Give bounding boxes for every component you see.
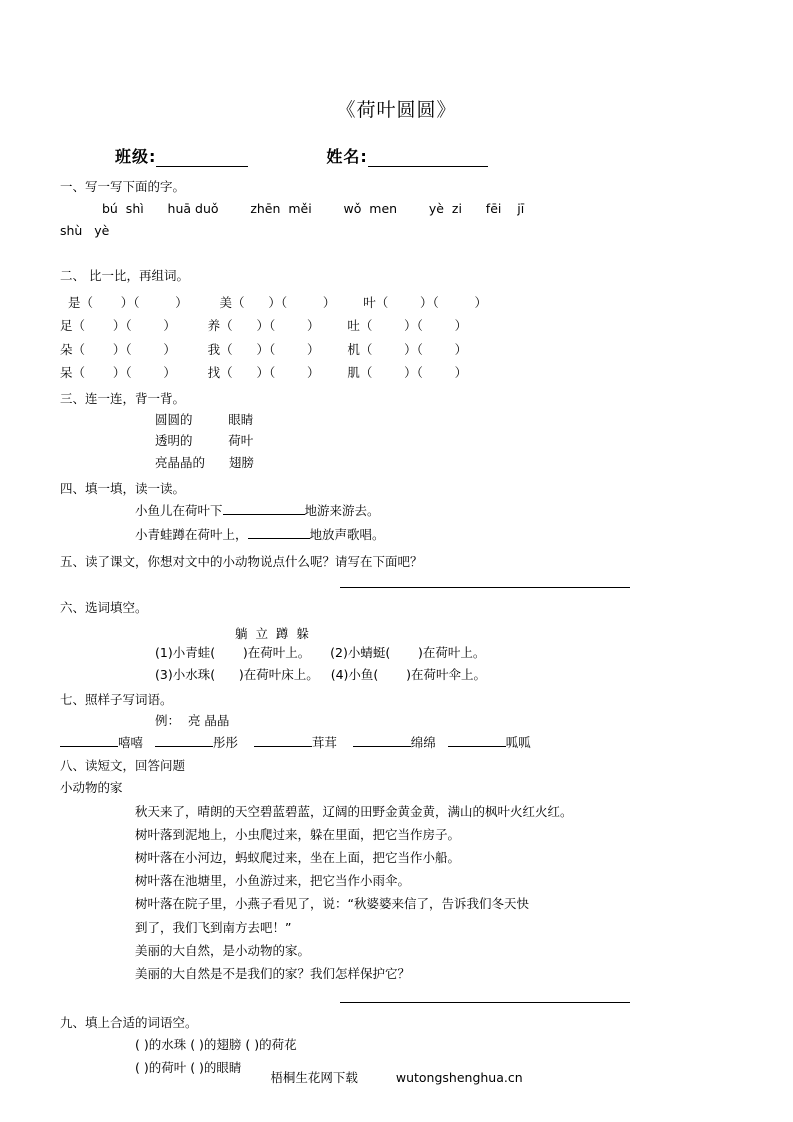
article-paragraph: 树叶落在院子里，小燕子看见了，说：“秋婆婆来信了，告诉我们冬天快 xyxy=(135,896,529,912)
section-6-heading: 六、选词填空。 xyxy=(60,600,148,616)
section-1-pinyin-line-2: shù yè xyxy=(60,222,110,238)
article-question: 美丽的大自然是不是我们的家？我们怎样保护它？ xyxy=(135,965,411,981)
match-pair: 亮晶晶的 翅膀 xyxy=(155,455,254,471)
section-7-item: 茸茸 xyxy=(311,735,337,751)
section-7-item: 呱呱 xyxy=(505,735,531,751)
section-9-heading: 九、填上合适的词语空。 xyxy=(60,1014,198,1030)
section-9-line-2: ( )的荷叶 ( )的眼睛 xyxy=(135,1059,242,1075)
section-1-pinyin-line-1: bú shì huā duǒ zhēn měi wǒ men yè zi fēi jī xyxy=(102,200,525,216)
section-7-blank[interactable] xyxy=(60,746,118,747)
section-4-line-1 xyxy=(60,499,733,523)
section-4-line-1-text-b: 地游来游去。 xyxy=(304,502,380,518)
article-paragraph: 秋天来了，晴朗的天空碧蓝碧蓝，辽阔的田野金黄金黄，满山的枫叶火红火红。 xyxy=(135,803,573,819)
section-8-article-title: 小动物的家 xyxy=(60,780,123,796)
page-footer xyxy=(0,1068,793,1086)
article-paragraph: 到了，我们飞到南方去吧！” xyxy=(135,919,292,935)
section-4-line-2-text-a: 小青蛙蹲在荷叶上， xyxy=(135,526,248,542)
word-row: 朵（ ）（ ） 我（ ）（ ） 机（ ）（ ） xyxy=(60,341,468,357)
section-7-blank[interactable] xyxy=(448,746,506,747)
section-1-heading: 一、写一写下面的字。 xyxy=(60,179,186,194)
section-3-heading: 三、连一连，背一背。 xyxy=(60,390,186,406)
section-7-heading: 七、照样子写词语。 xyxy=(60,691,173,707)
section-4-blank-1[interactable] xyxy=(223,514,305,515)
section-6-word-bank: 躺 立 蹲 躲 xyxy=(235,625,309,641)
section-2-heading: 二、 比一比，再组词。 xyxy=(60,267,189,283)
class-label: 班级: xyxy=(115,147,157,166)
section-7-item: 彤彤 xyxy=(212,735,238,751)
footer-site-url: wutongshenghua.cn xyxy=(395,1070,523,1085)
section-7-items xyxy=(60,732,733,755)
section-8-answer-line[interactable] xyxy=(340,1001,630,1003)
section-7-blank[interactable] xyxy=(353,746,411,747)
section-4-blank-2[interactable] xyxy=(248,538,310,539)
section-6-question-2: (3)小水珠( )在荷叶床上。 (4)小鱼( )在荷叶伞上。 xyxy=(155,667,486,683)
section-5-heading: 五、读了课文，你想对文中的小动物说点什么呢？请写在下面吧？ xyxy=(60,554,423,570)
match-pair: 圆圆的 眼睛 xyxy=(155,411,254,427)
section-4-line-2-text-b: 地放声歌唱。 xyxy=(309,526,385,542)
footer-site-name: 梧桐生花网下载 xyxy=(270,1070,358,1085)
section-7-blank[interactable] xyxy=(155,746,213,747)
word-row: 是（ ）（ ） 美（ ）（ ） 叶（ ）（ ） xyxy=(60,295,488,311)
section-6-question-1: (1)小青蛙( )在荷叶上。 (2)小蜻蜓( )在荷叶上。 xyxy=(155,644,486,660)
section-4-line-1-text-a: 小鱼儿在荷叶下 xyxy=(135,502,223,518)
name-label: 姓名: xyxy=(326,147,368,166)
article-paragraph: 树叶落在池塘里，小鱼游过来，把它当作小雨伞。 xyxy=(135,873,411,889)
article-paragraph: 美丽的大自然，是小动物的家。 xyxy=(135,942,311,958)
section-7-blank[interactable] xyxy=(254,746,312,747)
section-7-example: 例： 亮 晶晶 xyxy=(155,712,230,728)
student-info-row xyxy=(60,144,733,167)
match-pair: 透明的 荷叶 xyxy=(155,433,254,449)
section-7-item: 嘻嘻 xyxy=(118,735,144,751)
section-5-answer-line[interactable] xyxy=(340,586,630,588)
section-8-heading: 八、读短文，回答问题 xyxy=(60,757,186,773)
section-4-line-2 xyxy=(60,523,733,547)
article-paragraph: 树叶落到泥地上，小虫爬过来，躲在里面，把它当作房子。 xyxy=(135,827,461,842)
name-blank[interactable] xyxy=(368,166,488,167)
section-9-line-1: ( )的水珠 ( )的翅膀 ( )的荷花 xyxy=(135,1036,297,1052)
article-paragraph: 树叶落在小河边，蚂蚁爬过来，坐在上面，把它当作小船。 xyxy=(135,850,461,866)
page-title: 《荷叶圆圆》 xyxy=(336,99,457,121)
section-4-heading: 四、填一填，读一读。 xyxy=(60,481,186,497)
section-2-rows xyxy=(60,291,733,384)
section-7-item: 绵绵 xyxy=(410,735,436,751)
class-blank[interactable] xyxy=(156,166,248,167)
word-row: 足（ ）（ ） 养（ ）（ ） 吐（ ）（ ） xyxy=(60,318,468,334)
word-row: 呆（ ）（ ） 找（ ）（ ） 肌（ ）（ ） xyxy=(60,364,468,380)
